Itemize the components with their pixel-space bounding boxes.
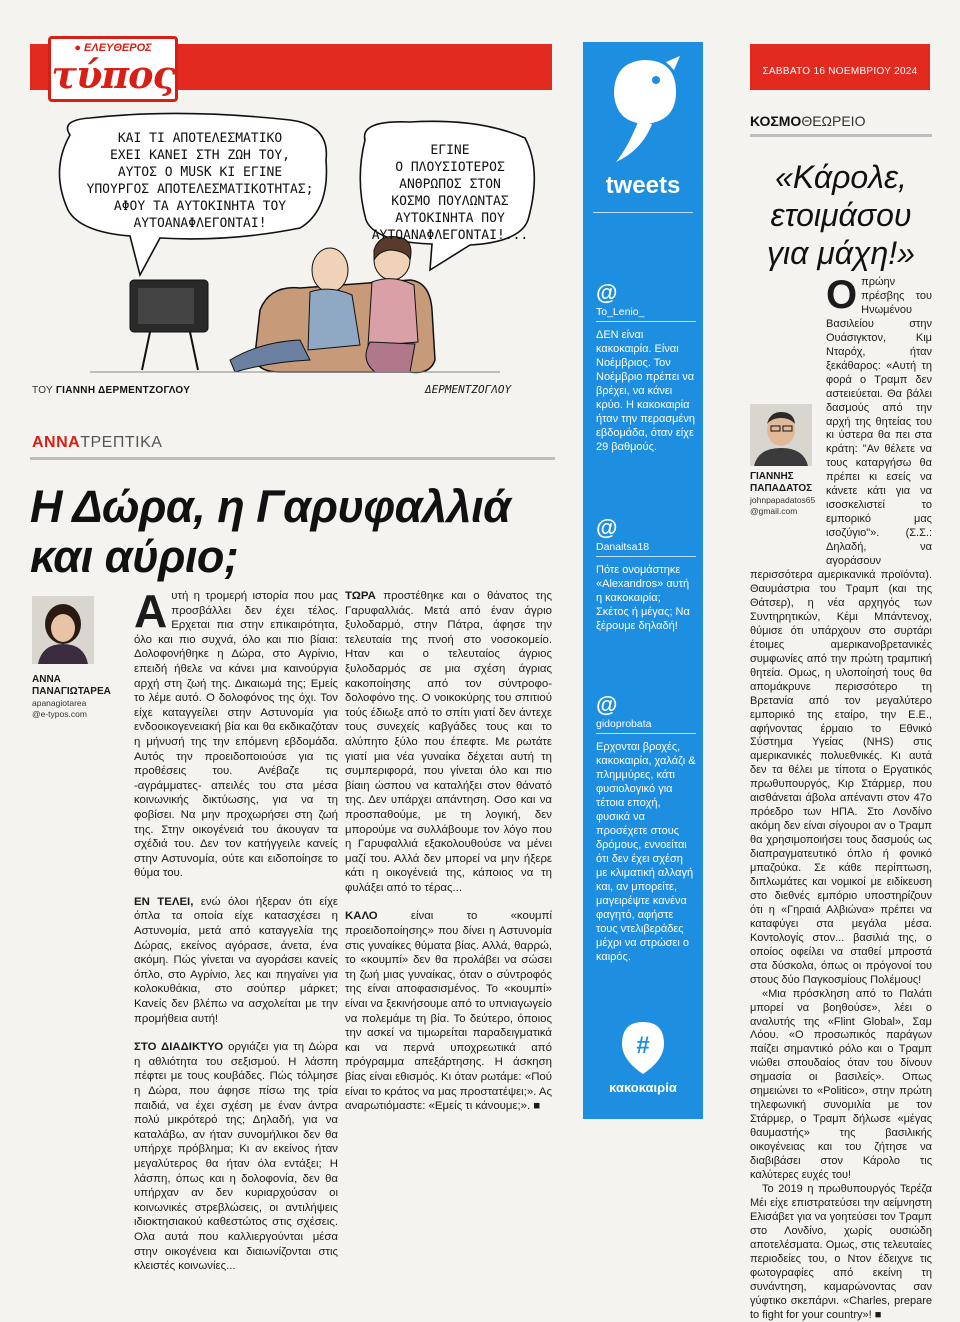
author-email-domain: @e-typos.com	[32, 709, 87, 719]
tweet-handle: To_Lenio_	[596, 306, 645, 318]
paragraph-3-lead: ΣΤΟ ΔΙΑΔΙΚΤΥΟ	[134, 1041, 224, 1054]
tweets-title: tweets	[605, 172, 681, 199]
author-photo	[32, 596, 94, 664]
tweet-handle: Danaitsa18	[596, 541, 650, 553]
paragraph-3: οργιάζει για τη Δώρα η αθλιότητα του σεξισμού. Η λάσπη πέφτει με τους κουβάδες. Πώς τόλμησε η Δώρα, που άφησε πίσω της τρία παιδιά, να έχει σχέση με έναν άντρα πολύ μικρότερό της; Δηλαδή, για να καταλάβω, αν ήταν συνομήλικοι δεν θα υπήρχε πρόβλημα; Κι αν εκείνος ήταν μεγαλύτερος θα ήταν όλα εντάξει; Η λάσπη, όπως και η δολοφονία, δεν θα υπήρχαν αν δεν κυριαρχούσαν οι κοινωνικές στρεβλώσεις, οι αντιλήψεις ιδιοκτησιακού καθεστώτος στις σχέσεις. Ολα αυτά που καλλιεργούνται μέσα στην οικογένεια και διαιωνίζονται στις κλειστές κοινωνίες...	[134, 1041, 339, 1273]
issue-date: ΣΑΒΒΑΤΟ 16 ΝΟΕΜΒΡΙΟΥ 2024	[762, 66, 918, 77]
rubric-bold: ΑΝΝΑ	[32, 434, 81, 451]
tweet-divider	[596, 733, 696, 734]
headline-line-3: για μάχη!»	[767, 235, 915, 271]
headline-line-2: ετοιμάσου	[770, 197, 912, 233]
paragraph-2: ενώ όλοι ήξεραν ότι είχε όπλα τα οποία είχε κατασχέσει η Αστυνομία, μετά από καταγγελία της Δώρας, εκείνος αγόρασε, άνετα, ένα ακόμη. Πώς γίνεται να αγοράσει κανείς όπλο, στο Αγρίνιο, λες και πηγαίνει για κολοκυθάκια, στο σούπερ μάρκετ; Κανείς δεν βλέπω να ασχολείται με την προμήθεια αυτή!	[134, 895, 338, 1025]
speech-bubble-left: ΚΑΙ ΤΙ ΑΠΟΤΕΛΕΣΜΑΤΙΚΟ ΕΧΕΙ ΚΑΝΕΙ ΣΤΗ ΖΩΗ ΤΟΥ, ΑΥΤΟΣ Ο MUSK ΚΙ ΕΓΙΝΕ ΥΠΟΥΡΓΟΣ ΑΠΟΤΕΛΕΣΜΑΤΙΚΟΤΗΤΑΣ; ΑΦΟΥ ΤΑ ΑΥΤΟΚΙΝΗΤΑ ΤΟΥ ΑΥΤΟΑΝΑΦΛΕΓΟΝΤΑΙ!	[86, 131, 314, 231]
brand-top: ● ΕΛΕΥΘΕΡΟΣ	[74, 42, 152, 54]
tweet-2	[596, 515, 696, 633]
paragraph-2: «Μια πρόσκληση από το Παλάτι μπορεί να βοηθούσε», λέει ο αναλυτής της «Flint Global», Σαμ Λόου. «Ο προσωπικός παράγων παίζει σημαντικό ρόλο και ο Τραμπ νιώθει σπουδαίος όταν του δίνουν σημασία οι βασιλείς». Οπως σημειώνει το «Politico», στην πρώτη τηλεφωνική συνομιλία με τον Στάρμερ, ο Τραμπ δήλωσε «μέγας θαυμαστής» της βασιλικής οικογένειας και του ζήτησε να διαβιβάσει στον Κάρολο τις καλύτερες ευχές του!	[750, 987, 932, 1181]
paragraph-4-lead: ΤΩΡΑ	[345, 590, 376, 602]
headline-line-2: και αύριο;	[30, 531, 239, 582]
cartoon	[30, 110, 552, 400]
tweet-text: Ερχονται βροχές, κακοκαιρία, χαλάζι & πλημμύρες, κάτι φυσιολογικό για τέτοια εποχή, φυσικά να προσέχετε στους δρόμους, εννοείται ότι δεν έχει σχέση με κλιματική αλλαγή και, αν μπορείτε, μαγειρέψτε κανένα φαγητό, αφήστε τους ντελιβεράδες μέχρι να στρώσει ο καιρός.	[596, 741, 696, 963]
dropcap-right: Ο	[826, 273, 858, 317]
at-icon: @	[596, 280, 618, 305]
paragraph-1: πρώην πρέσβης του Ηνωμένου Βασιλείου στην Ουάσιγκτον, Κιμ Νταρόχ, ήταν ξεκάθαρος: «Αυτή τη φορά ο Τραμπ δεν αστειεύεται. Θα βάλει δασμούς από την αρχή της θητείας του κι ύστερα θα πει στα κράτη: "Αν θέλετε να τους καταργήσω θα πρέπει κι εσείς να κάνετε κάτι για να ισοσκελιστεί το εμπορικό μας ισοζύγιο"». (Σ.Σ.: Δηλαδή, να αγοράσουν περισσότερα αμερικανικά προϊόντα). Θαυμάστρια του Τραμπ (και της Θάτσερ), η νέα αρχηγός των Συντηρητικών, Κέμι Μπάντενοχ, θύμισε ότι υπάρχουν στο συρτάρι έτοιμες αμερικανοβρετανικές συμφωνίες από την πρώτη τραμπική θητεία. Ομως, η υλοποίησή τους θα απομάκρυνε περισσότερο τη Βρετανία από τον μεγαλύτερο εμπορικό της εταίρο, την Ε.Ε., αφήνοντας έρμαιο το Εθνικό Σύστημα Υγείας (NHS) στις αμερικανικές πολυεθνικές. Κι αυτά δεν τα θέλει με τίποτα ο Εργατικός πρωθυπουργός, Κιρ Στάρμερ, που αισθάνεται άβολα απέναντι στον 47ο πρόεδρο των ΗΠΑ. Στο Λονδίνο ακόμη δεν είναι σίγουροι αν ο Τραμπ θα χρησιμοποιήσει τους δασμούς ως διαπραγματευτικό όπλο ή φονικό μπαζούκα. Σε κάθε περίπτωση, διπλωμάτες και νομικοί με ειδίκευση στο διεθνές εμπόριο υποστηρίζουν ότι η «Γηραιά Αλβιώνα» πρέπει να καταφύγει στα μεγάλα μέσα. Κοντολογίς στον... βασιλιά της, ο οποίος οφείλει να σταθεί μπροστά στα δύσκολα, όπως οι πρόγονοί του στους δύο Παγκοσμίους Πολέμους!	[750, 276, 932, 986]
headline-line-1: «Κάρολε,	[775, 159, 907, 195]
author-portrait-icon	[32, 596, 94, 664]
rubric-bold: ΚΟΣΜΟ	[750, 113, 802, 129]
brand-main: τύπος	[51, 52, 175, 97]
author-first-name: ΓΙΑΝΝΗΣ	[750, 470, 794, 482]
article-body-col-1	[134, 585, 339, 1288]
tweet-bird-icon	[608, 52, 680, 170]
column-rubric-right	[750, 113, 865, 129]
cartoon-credit	[32, 385, 190, 396]
paragraph-5: είναι το «κουμπί προειδοποίησης» που δίνει η Αστυνομία στις γυναίκες θύματα βίας. Αλλά, θαρρώ, το «κουμπί» δεν θα προλάβει να σώσει τη ζωή μιας γυναίκας, όταν ο σύντροφός της είναι αποφασισμένος. Το «κουμπί» είναι να ξεκινήσουμε από το υπνιαγωγείο να πολεμάμε τη βία. Το δεύτερο, όποιος την ασκεί να τιμωρείται παραδειγματικά και να περνά υποχρεωτικά από πρόγραμμα απεξάρτησης. Η άσκηση βίας είναι εθισμός. Κι όταν ρωτάμε: «Πού είναι το κράτος να μας προστατέψει;». Ας αναρωτιόμαστε: «Εμείς τι κάνουμε;».	[345, 910, 552, 1113]
column-rubric	[32, 434, 162, 452]
author-email-domain: @gmail.com	[750, 505, 798, 516]
article-body-right	[750, 273, 932, 1322]
brand-logo	[48, 36, 178, 102]
end-mark: ■	[874, 1308, 882, 1321]
paragraph-5-lead: ΚΑΛΟ	[345, 910, 378, 923]
article-body-col-2	[345, 589, 552, 1128]
tweet-3	[596, 692, 696, 964]
article-headline	[30, 482, 555, 582]
paragraph-2-lead: ΕΝ ΤΕΛΕΙ,	[134, 895, 194, 908]
rubric-rule	[30, 457, 555, 460]
paragraph-4: προστέθηκε και ο θάνατος της Γαρυφαλλιάς. Μετά από έναν άγριο ξυλοδαρμό, στην Πάτρα, άφησε την τελευταία της πνοή στο νοσοκομείο. Ηταν και ο τελευταίος άγριος ξυλοδαρμός σε μια σχέση άγριας κακοποίησης από τον σύντροφο-δολοφόνο της. Ο νοικοκύρης του σπιτιού τούς έδιωξε από το σπίτι γιατί δεν άντεχε τους συνεχείς καβγάδες τους και το αλύπητο ξύλο που έπεφτε. Με ρωτάτε γιατί μια νέα γυναίκα δέχεται αυτή τη συμπεριφορά, που γίνεται όλο και πιο βίαιη ώσπου να καταλήξει στον θάνατό της. Δεν υπάρχει απάντηση. Οσο και να προσπαθούμε, με τη λογική, δεν μπορούμε να συλλάβουμε τον λόγο που η Γαρυφαλλιά εξακολουθούσε να μένει μαζί του. Αλλά δεν μπορεί να μην ήξερε κάτι η οικογένειά της, κάποιος να τη φυλάξει από το τέρας...	[345, 590, 552, 894]
tweet-handle: gidoprobata	[596, 718, 652, 730]
author-block-right	[750, 404, 820, 554]
dropcap: Α	[134, 585, 168, 637]
tweet-divider	[596, 321, 696, 322]
rubric-rule-right	[750, 134, 932, 137]
svg-text:#: #	[636, 1032, 650, 1059]
author-portrait-icon	[750, 404, 812, 466]
at-icon: @	[596, 692, 618, 717]
author-email-user: johnpapadatos65	[750, 494, 816, 505]
author-first-name: ΑΝΝΑ	[32, 674, 61, 685]
tweets-rule	[593, 212, 693, 213]
author-email-user: apanagiotarea	[32, 698, 87, 708]
speech-bubble-right: ΕΓΙΝΕ Ο ΠΛΟΥΣΙΟΤΕΡΟΣ ΑΝΘΡΩΠΟΣ ΣΤΟΝ ΚΟΣΜΟ ΠΟΥΛΩΝΤΑΣ ΑΥΤΟΚΙΝΗΤΑ ΠΟΥ ΑΥΤΟΑΝΑΦΛΕΓΟΝΤΑΙ!...	[371, 143, 529, 243]
tweet-text: ΔΕΝ είναι κακοκαιρία. Είναι Νοέμβριος. Τον Νοέμβριο πρέπει να βρέχει, να κάνει κρύο. Η κακοκαιρία ήταν την περασμένη εβδομάδα, όταν είχε 29 βαθμούς.	[596, 329, 695, 453]
at-icon: @	[596, 515, 618, 540]
rubric-regular: ΘΕΩΡΕΙΟ	[801, 113, 866, 129]
end-mark: ■	[533, 1100, 541, 1113]
tweets-hashtag: κακοκαιρία	[609, 1080, 677, 1095]
article-headline-right	[750, 158, 932, 272]
hashtag-pin-icon	[620, 1020, 666, 1076]
paragraph-3: Το 2019 η πρωθυπουργός Τερέζα Μέι είχε επιστρατεύσει την αείμνηστη Ελισάβετ για να γοητεύσει τον Τραμπ στο Λονδίνο, χωρίς ουσιώδη αποτελέσματα. Ομως, στις τελευταίες περιοδείες του, ο Ντον έδειχνε τις φωτογραφίες από εκείνη τη συνάντηση, καμαρώνοντας σαν γύφτικο σκεπάρνι. «Charles, prepare to fight for your country»!	[750, 1182, 932, 1321]
rubric-regular: ΤΡΕΠΤΙΚΑ	[80, 434, 163, 451]
author-info	[32, 674, 122, 720]
headline-line-1: Η Δώρα, η Γαρυφαλλιά	[30, 481, 511, 532]
tweet-1	[596, 280, 696, 454]
cartoon-signature: ΔΕΡΜΕΝΤΖΟΓΛΟΥ	[425, 383, 512, 396]
author-last-name: ΠΑΝΑΓΙΩΤΑΡΕΑ	[32, 686, 111, 697]
credit-name: ΓΙΑΝΝΗ ΔΕΡΜΕΝΤΖΟΓΛΟΥ	[55, 385, 191, 396]
tweet-text: Πότε ονομάστηκε «Alexandros» αυτή η κακοκαιρία; Σκέτος ή μέγας; Να ξέρουμε δηλαδή!	[596, 564, 690, 632]
paragraph-1: υτή η τρομερή ιστορία που μας προσβάλλει δεν έχει τέλος. Ερχεται πια στην επικαιρότητα, όλο και πιο συχνά, όλο και πιο βίαια: Δολοφονήθηκε η Δώρα, στο Αγρίνιο, επειδή ήθελε να κάνει μια καινούργια αρχή στη ζωή της. Δικαιωμά της; Εμείς το λέμε αυτό. Ο δολοφόνος της όχι. Τον είχε καταγγείλει στην Αστυνομία για ενδοοικογενειακή βία και θα εκδικαζόταν η μήνυσή της την επόμενη εβδομάδα. Αυτός την προειδοποιούσε για τις προθέσεις του. Ανέβαζε τις -αγράμματες- απειλές του στα μέσα κοινωνικής δικτύωσης, για να τη φοβίσει. Να μην προχωρήσει στη ζωή της. Στην οικογένειά του άκουγαν τα σχέδιά του. Δεν τον κατήγγειλε κανείς στην Αστυνομία, ούτε και ειδοποίησε το θύμα του.	[134, 590, 338, 880]
credit-prefix: ΤΟΥ	[32, 385, 53, 396]
tweet-divider	[596, 556, 696, 557]
author-last-name: ΠΑΠΑΔΑΤΟΣ	[750, 482, 813, 494]
